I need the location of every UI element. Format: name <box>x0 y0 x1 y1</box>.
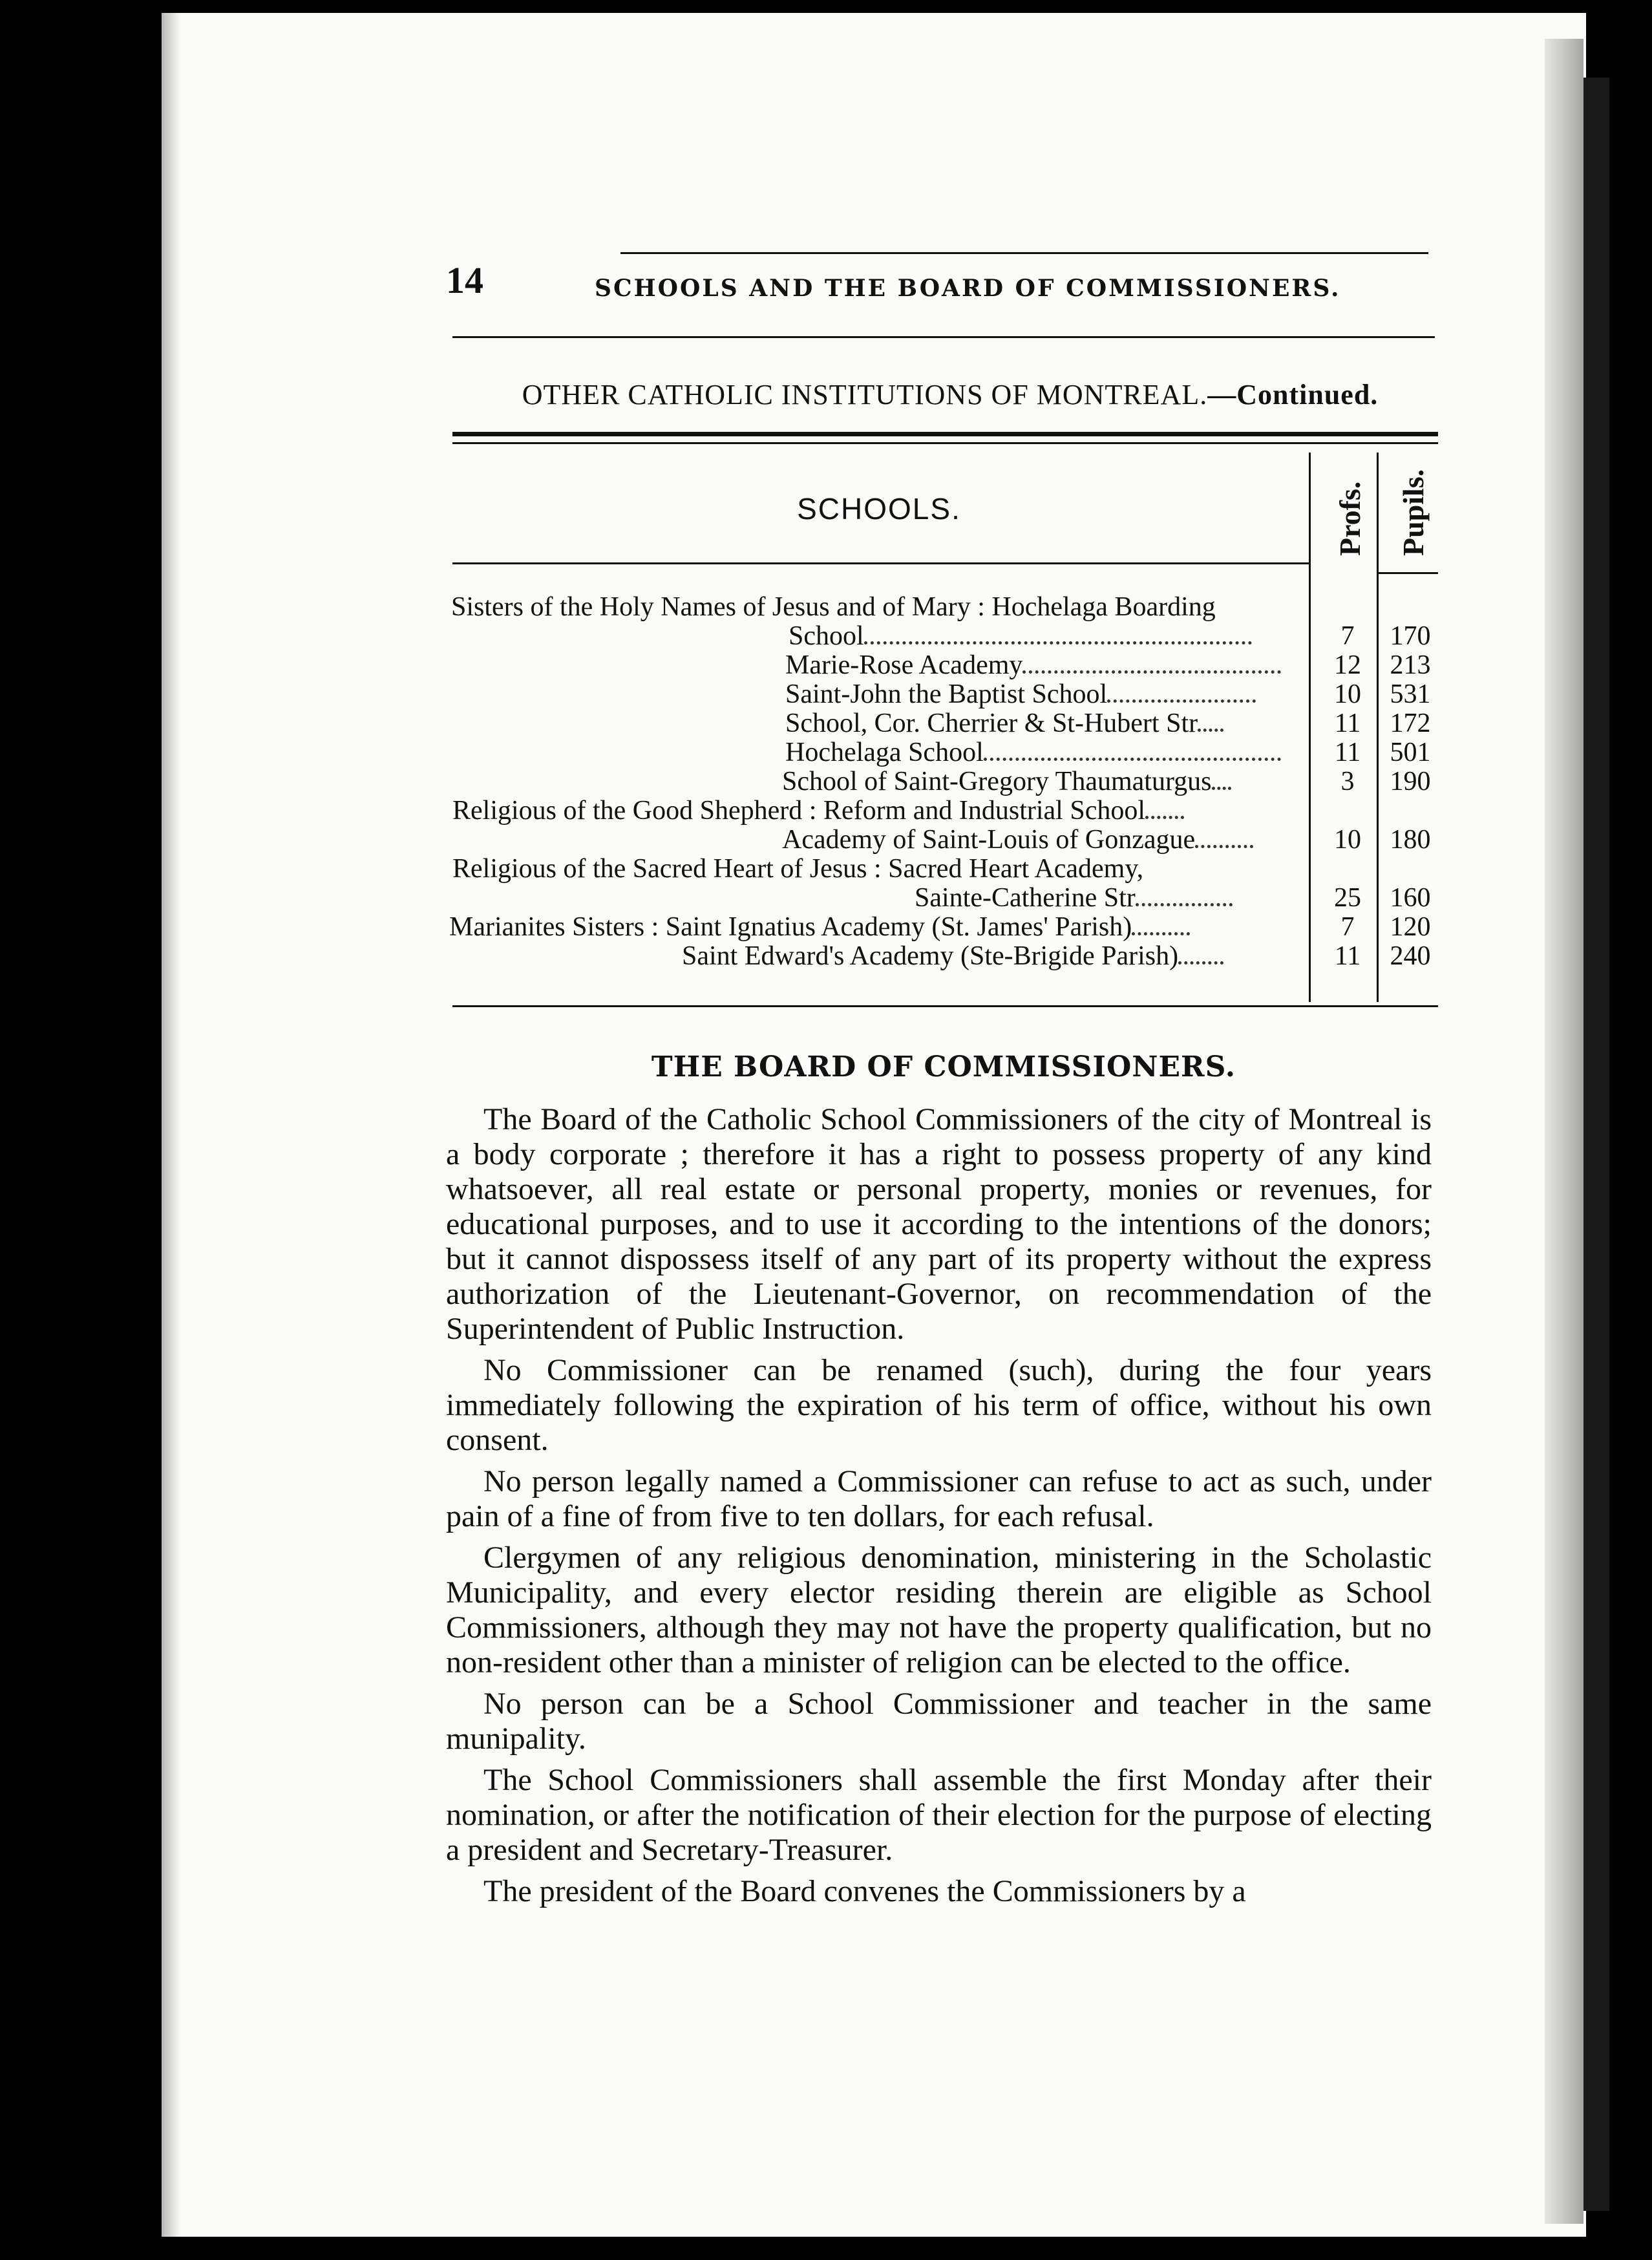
header-rule <box>452 336 1435 338</box>
profs-column-header: Profs. <box>1333 481 1366 556</box>
dot-leader <box>1132 926 1190 935</box>
school-name: Marie-Rose Academy <box>785 650 1023 680</box>
pupils-value: 240 <box>1390 941 1431 971</box>
school-name: Sisters of the Holy Names of Jesus and of Mary : Hochelaga Boarding <box>451 592 1216 622</box>
table-caption <box>452 378 1448 411</box>
pupils-value: 180 <box>1390 825 1431 855</box>
school-name: Marianites Sisters : Saint Ignatius Academy (St. James' Parish) <box>449 912 1132 942</box>
school-name: School of Saint-Gregory Thaumaturgus <box>782 767 1212 796</box>
school-name: Academy of Saint-Louis of Gonzague <box>782 825 1196 855</box>
paragraph: No person can be a School Commissioner and teacher in the same munipality. <box>446 1687 1432 1756</box>
paragraph: Clergymen of any religious denomination, ministering in the Scholastic Municipality, and every elector residing therein are eligible as School Commissioners, although they may not have the property qualification, but no non-resident other than a minister of religion can be elected to the office. <box>446 1540 1432 1679</box>
page-edge <box>1545 39 1583 2224</box>
profs-value: 11 <box>1334 738 1361 767</box>
pupils-value: 170 <box>1390 621 1431 651</box>
paragraph: No person legally named a Commissioner can refuse to act as such, under pain of a fine of from five to ten dollars, for each refusal. <box>446 1464 1432 1533</box>
dot-leader <box>1107 693 1256 703</box>
dot-leader <box>864 635 1252 645</box>
table-row <box>446 941 1448 970</box>
table-row <box>446 737 1448 766</box>
dot-leader <box>984 751 1281 761</box>
profs-value: 11 <box>1334 709 1361 738</box>
pupils-value: 213 <box>1390 650 1431 680</box>
top-rule <box>620 252 1428 254</box>
table-row <box>446 824 1448 853</box>
profs-value: 3 <box>1340 767 1355 796</box>
school-name: School <box>789 621 864 651</box>
paragraph: No Commissioner can be renamed (such), during the four years immediately following the expiration of his term of office, without his own consent. <box>446 1353 1432 1457</box>
table-head <box>452 453 1435 569</box>
table-top-rule <box>452 432 1438 436</box>
profs-value: 7 <box>1340 912 1355 942</box>
school-name: Religious of the Sacred Heart of Jesus : Sacred Heart Academy, <box>452 854 1144 884</box>
running-title: SCHOOLS AND THE BOARD OF COMMISSIONERS. <box>595 275 1341 302</box>
pupils-value: 120 <box>1390 912 1431 942</box>
book-spine <box>1583 78 1609 2211</box>
paragraph: The Board of the Catholic School Commissioners of the city of Montreal is a body corporate ; therefore it has a right to possess property of any kind whatsoever, all real estate or personal property, monies or revenues, for educational purposes, and to use it according to the intentions of the donors; but it cannot dispossess itself of any part of its property without the express authorization of the Lieutenant-Governor, on recommendation of the Superintendent of Public Instruction. <box>446 1102 1432 1346</box>
caption-text: OTHER CATHOLIC INSTITUTIONS OF MONTREAL. <box>522 379 1208 410</box>
school-name: Sainte-Catherine Str <box>915 883 1136 913</box>
table-row <box>446 882 1448 911</box>
table-row <box>446 911 1448 941</box>
table-row <box>446 621 1448 650</box>
table-row <box>446 679 1448 708</box>
table-row <box>446 766 1448 795</box>
table-row <box>446 650 1448 679</box>
dot-leader <box>1145 809 1184 819</box>
table-head-rule-cols <box>1377 572 1438 574</box>
school-name: Saint Edward's Academy (Ste-Brigide Parish) <box>682 941 1179 971</box>
table-top-rule-thin <box>452 442 1438 444</box>
dot-leader <box>1198 722 1223 732</box>
page-number: 14 <box>446 259 483 301</box>
school-name: Hochelaga School <box>785 738 984 767</box>
dot-leader <box>1178 955 1223 965</box>
pupils-value: 160 <box>1390 883 1431 913</box>
table-row <box>446 795 1448 824</box>
table-row <box>446 853 1448 882</box>
dot-leader <box>1022 664 1281 674</box>
pupils-value: 531 <box>1390 679 1431 709</box>
school-name: Saint-John the Baptist School <box>785 679 1108 709</box>
profs-value: 10 <box>1334 825 1361 855</box>
page-gutter-shadow <box>162 13 181 2237</box>
paragraph: The president of the Board convenes the Commissioners by a <box>483 1874 1246 1908</box>
profs-value: 25 <box>1334 883 1361 913</box>
section-title: THE BOARD OF COMMISSIONERS. <box>651 1050 1236 1083</box>
pupils-column-header: Pupils. <box>1397 469 1430 556</box>
table-row <box>446 708 1448 737</box>
dot-leader <box>1195 838 1253 848</box>
profs-value: 11 <box>1334 941 1361 971</box>
profs-value: 12 <box>1334 650 1361 680</box>
school-name: Religious of the Good Shepherd : Reform and Industrial School <box>452 796 1146 826</box>
profs-value: 10 <box>1334 679 1361 709</box>
pupils-value: 172 <box>1390 709 1431 738</box>
dot-leader <box>1212 780 1231 790</box>
caption-continued: —Continued. <box>1207 379 1379 410</box>
table-bottom-rule <box>452 1005 1438 1007</box>
profs-value: 7 <box>1340 621 1355 651</box>
pupils-value: 501 <box>1390 738 1431 767</box>
table-row <box>446 592 1448 621</box>
schools-column-header: SCHOOLS. <box>797 492 961 526</box>
pupils-value: 190 <box>1390 767 1431 796</box>
section-body <box>446 1102 1432 1915</box>
paragraph: The School Commissioners shall assemble the first Monday after their nomination, or after the notification of their election for the purpose of electing a president and Secretary-Treasurer. <box>446 1763 1432 1867</box>
schools-table-body <box>446 592 1448 970</box>
dot-leader <box>1136 897 1233 906</box>
school-name: School, Cor. Cherrier & St-Hubert Str <box>785 709 1198 738</box>
